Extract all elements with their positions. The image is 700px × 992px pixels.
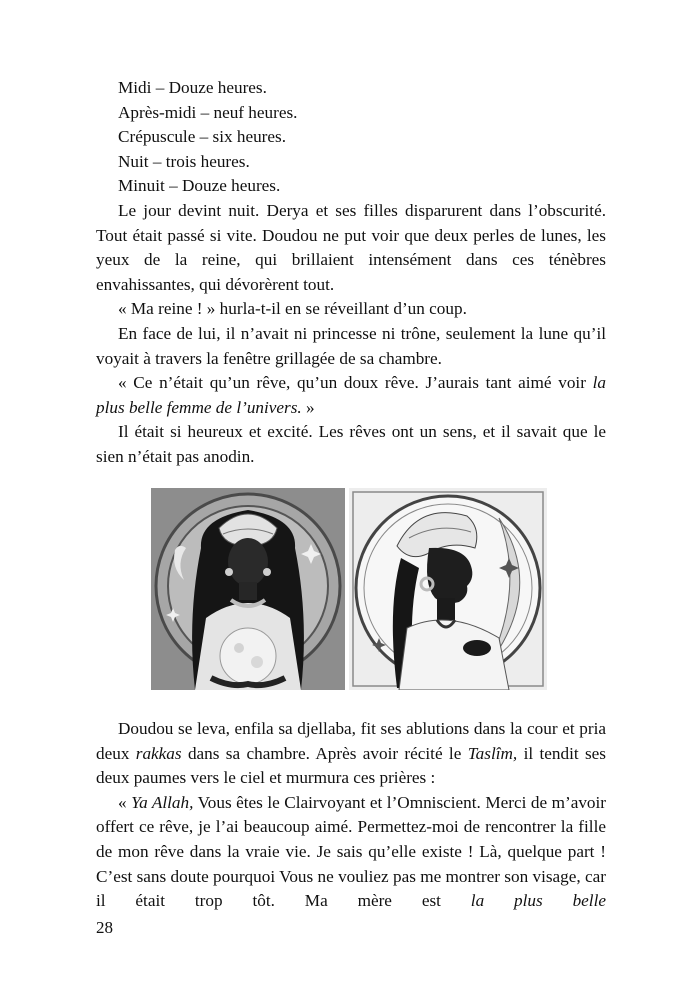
- paragraph: [96, 717, 606, 791]
- paragraph: [96, 371, 606, 420]
- illustration-queen-moon: [151, 488, 345, 690]
- italic-text: rakkas: [135, 743, 182, 763]
- paragraph: En face de lui, il n’avait ni princesse ni trône, seulement la lune qu’il voyait à travers la fenêtre grillagée de sa chambre.: [96, 323, 606, 368]
- paragraph-text: dans sa chambre. Après avoir récité le: [181, 743, 468, 763]
- italic-text: la plus belle: [470, 891, 606, 911]
- schedule-line: Minuit – Douze heures.: [118, 176, 281, 196]
- paragraph: Il était si heureux et excité. Les rêves ont un sens, et il savait que le sien n’était pas anodin.: [96, 422, 606, 466]
- illustration-queen-crescent: [349, 488, 547, 690]
- queen-crescent-image: [349, 488, 547, 690]
- italic-text: la plus belle femme de l’univers.: [96, 373, 606, 417]
- schedule-line: Après-midi – neuf heures.: [118, 102, 298, 122]
- paragraph-text: »: [301, 397, 315, 417]
- italic-text: Taslîm,: [467, 743, 518, 763]
- paragraph: « Ma reine ! » hurla-t-il en se réveillant d’un coup.: [118, 299, 467, 319]
- italic-text: Ya Allah,: [131, 792, 194, 812]
- paragraph-text: il tendit ses deux paumes vers le ciel et murmura ces prières :: [96, 743, 606, 788]
- paragraph-text: Doudou se leva, enfila sa djellaba, fit ses ablutions dans la cour et pria deux: [96, 719, 606, 763]
- page-number: 28: [96, 918, 113, 937]
- paragraph-text: « Ce n’était qu’un rêve, qu’un doux rêve. J’aurais tant aimé voir: [118, 373, 593, 393]
- text-block-bottom: [96, 717, 606, 914]
- illustrations: [151, 488, 547, 690]
- schedule-line: Nuit – trois heures.: [118, 151, 250, 171]
- text-block-top: [96, 76, 606, 470]
- paragraph: Le jour devint nuit. Derya et ses filles disparurent dans l’obscurité. Tout était passé si vite. Doudou ne put voir que deux perles de lunes, les yeux de la reine, qui brillaient intensément dans ces ténèbres envahissantes, qui dévorèrent tout.: [96, 200, 606, 294]
- queen-moon-image: [151, 488, 345, 690]
- paragraph: « Ya Allah, Vous êtes le Clairvoyant et l’Omniscient. Merci de m’avoir offert ce rêve, je l’ai beaucoup aimé. Permettez-moi de rencontrer la fille de mon rêve dans la vraie vie. Je sais qu’elle existe ! Là, quelque part ! C’est sans doute pourquoi Vous ne vouliez pas me montrer son visage, car il était trop tôt. Ma mère est la plus belle: [96, 792, 607, 911]
- paragraph-text: Vous êtes le Clairvoyant et l’Omniscient. Merci de m’avoir offert ce rêve, je l’ai beaucoup aimé. Permettez-moi de rencontrer la fille de mon rêve dans la vraie vie. Je sais qu’elle existe ! Là, quelque part ! C’est sans doute pourquoi Vous ne vouliez pas me montrer son visage, car il était trop tôt. Ma mère est: [96, 792, 607, 911]
- schedule-line: Midi – Douze heures.: [118, 78, 267, 97]
- schedule-line: Crépuscule – six heures.: [118, 127, 287, 147]
